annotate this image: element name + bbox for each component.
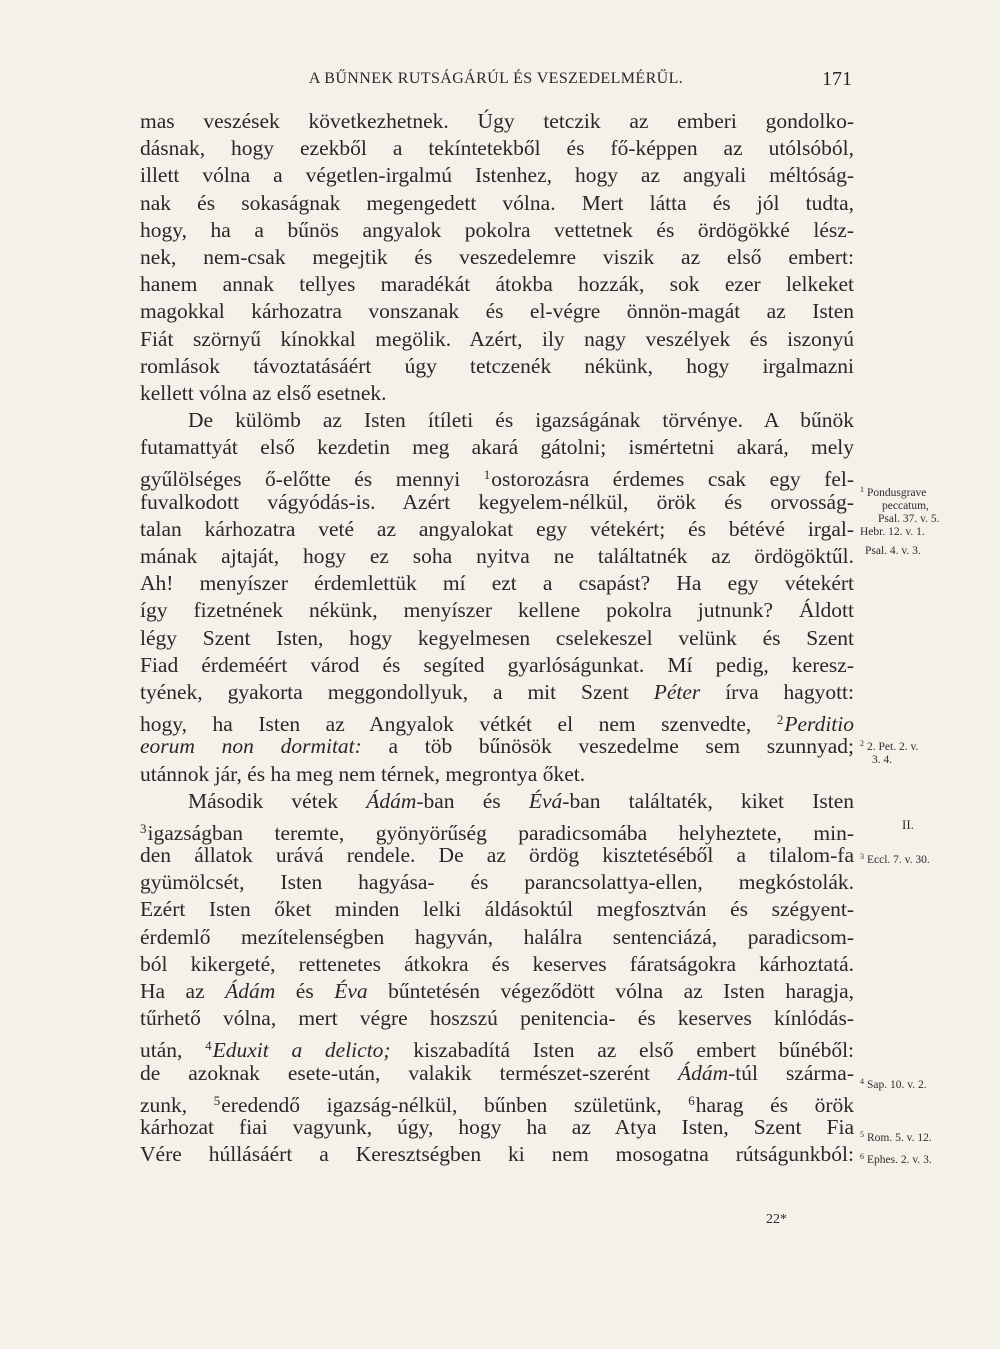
text-run: írva hagyott: [725,679,855,704]
margin-note-line: 3. 4. [872,754,893,766]
margin-note-line [860,483,990,500]
text-line: Ah! menyíszer érdemlettük mí ezt a csapást? Ha egy vétekért [140,571,854,596]
text-line [140,1060,854,1087]
text-line [140,978,854,1005]
note-ref: 4 [205,1038,212,1054]
margin-note-2 [860,737,990,767]
note-text: Sap. 10. v. 2. [867,1079,927,1091]
margin-note-line: Hebr. 12. v. 1. [860,526,925,538]
note-ref: 1 [860,485,864,494]
margin-note-line: Psal. 4. v. 3. [865,545,921,557]
text-line: ból kikergeté, rettenetes átkokra és keserves fáratságokra kárhoztatá. [140,951,854,976]
note-text: Eccl. 7. v. 30. [867,854,930,866]
text-line [140,788,854,815]
italic-name: Ádám [677,1060,729,1085]
main-text [140,108,854,1168]
text-run: kiszabadítá Isten az első embert bűnéből: [413,1038,855,1063]
note-ref: 2 [860,739,864,748]
text-run: -túl szárma- [728,1060,854,1085]
text-run: de azoknak esete-után, valakik természet-szerént [140,1060,650,1085]
text-line: dásnak, hogy ezekből a tekíntetekből és fő-képpen az utólsóból, [140,136,854,161]
text-line: légy Szent Isten, hogy kegyelmesen cselekeszel velünk és Szent [140,625,854,650]
margin-note-3 [860,850,990,867]
text-line [140,679,854,706]
text-run: bűntetésén végeződött vólna az Isten haragja, [388,979,855,1003]
text-line: Fiát szörnyű kínokkal megölik. Azért, ily nagy veszélyek és iszonyú [140,326,854,351]
note-ref: 6 [860,1152,864,1161]
text-run: tyének, gyakorta meggondollyuk, a mit Szent [140,679,629,704]
text-line: romlások távoztatásáért úgy tetczenék nékünk, hogy irgalmazni [140,353,854,378]
text-run: harag és örök [695,1092,854,1117]
note-ref: 5 [860,1130,864,1139]
text-line [140,815,854,845]
margin-note-4 [860,1075,990,1092]
text-line: mának ajtaját, hogy ez soha nyitva ne találtatnék az ördögöktűl. [140,544,854,568]
latin-quote: Eduxit a delicto; [212,1038,391,1063]
text-run: gyűlölséges ő-előtte és mennyi [140,467,461,492]
running-title: A BŰNNEK RUTSÁGÁRÚL ÉS VESZEDELMÉRŰL. [308,70,684,87]
text-line: kárhozat fiai vagyunk, úgy, hogy ha az Atya Isten, Szent Fia [140,1114,854,1139]
margin-note-1 [860,483,990,558]
text-line: futamattyát első kezdetin meg akará gátolni; ismértetni akará, mely [140,435,854,460]
note-ref: 5 [213,1092,221,1108]
text-line [140,733,854,760]
italic-name: Ádám [225,979,276,1003]
text-run: zunk, [140,1092,188,1117]
text-run: eredendő igazság-nélkül, bűnben születünk, [221,1092,662,1117]
text-line: magokkal kárhozatra vonszanak és el-végre önnön-magát az Isten [140,299,854,324]
text-line: De külömb az Isten ítíleti és igazságának törvénye. A bűnök [188,408,854,433]
margin-note-line [860,737,990,754]
text-run: hogy, ha Isten az Angyalok vétkét el nem szenvedte, [140,712,752,737]
text-line: tűrhető vólna, mert végre hoszszú penitencia- és keserves kínlódás- [140,1006,854,1031]
text-line [140,706,854,737]
margin-note-line: peccatum, [882,500,929,512]
text-line: talan kárhozatra veté az angyalokat egy vétekért; és bétévé irgal- [140,516,854,541]
text-run: után, [140,1038,183,1063]
note-ref: 4 [860,1077,864,1086]
text-run: -ban és [416,788,501,813]
text-line: Ezért Isten őket minden lelki áldásoktúl megfosztván és szégyent- [140,897,854,922]
italic-name: Péter [653,679,701,704]
signature-mark: 22* [766,1212,787,1227]
latin-quote: Perditio [784,712,854,737]
text-line: Fiad érdeméért várod és segíted gyarlóságunkat. Mí pedig, keresz- [140,652,854,677]
note-ref: 6 [688,1092,695,1108]
text-line: Vére húllásáért a Keresztségben ki nem mosogatna rútságunkból: [140,1142,854,1167]
text-line: den állatok urává rendele. De az ördög kisztetéséből a tilalom-fa [140,843,854,868]
text-line: nek, nem-csak megejtik és veszedelemre viszik az első embert: [140,244,854,269]
note-text: Rom. 5. v. 12. [867,1132,932,1144]
italic-name: Éva [334,979,368,1003]
text-line: nak és sokaságnak megengedett vólna. Mert látta és jól tudta, [140,190,854,215]
margin-note-5 [860,1128,990,1145]
text-line: hogy, ha a bűnös angyalok pokolra vettetnek és ördögökké lész- [140,217,854,242]
note-text: Pondusgrave [867,487,927,499]
text-line: fuvalkodott vágyódás-is. Azért kegyelem-nélkül, örök és orvosság- [140,489,854,514]
text-line: gyümölcsét, Isten hagyása- és parancsolattya-ellen, megkóstolák. [140,870,854,895]
text-line: utánnok jár, és ha meg nem térnek, megrontya őket. [140,761,586,786]
text-line [140,1032,855,1063]
text-run: a töb bűnösök veszedelme sem szunnyad; [388,734,854,759]
note-text: Ephes. 2. v. 3. [867,1154,932,1166]
text-line [140,461,854,492]
italic-name: Ádám [366,788,417,813]
text-run: ostorozásra érdemes csak egy fel- [491,467,854,492]
note-text: 2. Pet. 2. v. [867,741,919,753]
note-ref: 1 [483,467,491,483]
text-run: Ha az [140,979,205,1003]
text-run: és [295,979,314,1003]
text-run: Második vétek [188,788,338,813]
text-run: -ban találtaték, kiket Isten [562,788,855,813]
text-line: hanem annak tellyes maradékát átokba hozzák, sok ezer lelkeket [140,272,854,297]
text-run: igazságban teremte, gyönyörűség paradicsomába helyheztete, min- [147,820,854,845]
text-line [140,1087,854,1117]
text-line: így fizetnének nékünk, menyíszer kellene pokolra jutnunk? Áldott [140,598,854,623]
text-line: illett vólna a végetlen-irgalmú Istenhez, hogy az angyali méltóság- [140,163,854,188]
note-ref: 3 [860,852,864,861]
text-line: kellett vólna az első esetnek. [140,380,387,405]
margin-note-line: Psal. 37. v. 5. [878,513,940,525]
margin-note-6 [860,1150,990,1167]
running-header [140,70,852,94]
note-ref: 3 [140,820,147,836]
note-ref: 2 [776,712,784,728]
italic-name: Évá [528,788,563,813]
latin-quote: eorum non dormitat: [140,734,362,759]
margin-section-number: II. [902,817,914,832]
text-line: mas veszések következhetnek. Úgy tetczik az emberi gondolko- [140,109,854,133]
page-number: 171 [822,68,852,90]
text-line: érdemlő mezítelenségben hagyván, halálra sentenciázá, paradicsom- [140,924,854,949]
